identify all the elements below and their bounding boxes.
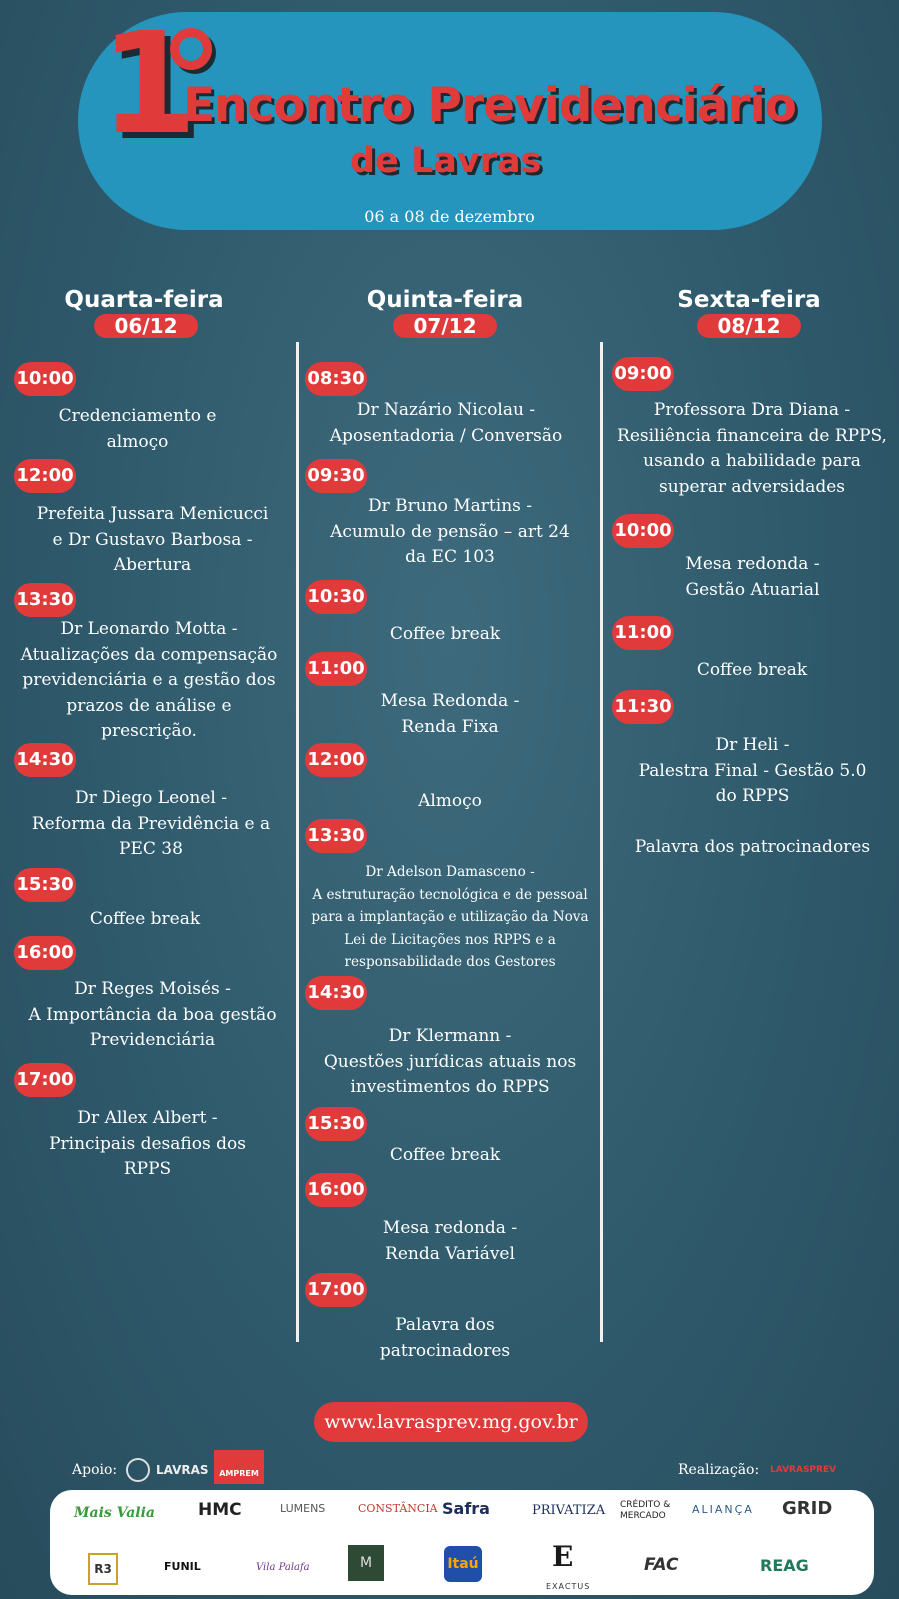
day-date-fri: 08/12 [697, 314, 801, 338]
sponsor-logo: PRIVATIZA [532, 1503, 606, 1518]
sponsor-logo: LUMENS [280, 1502, 326, 1515]
support-label: Apoio: [72, 1462, 118, 1478]
time-badge: 11:00 [305, 652, 367, 686]
time-badge: 09:00 [612, 357, 674, 391]
column-divider [296, 342, 299, 1342]
schedule-item: Dr Reges Moisés - A Importância da boa gestão Previdenciária [28, 979, 277, 1050]
time-badge: 11:30 [612, 690, 674, 724]
time-badge: 11:00 [612, 616, 674, 650]
time-badge: 10:30 [305, 580, 367, 614]
schedule-item: Coffee break [389, 624, 501, 644]
lavrasprev-logo: LAVRASPREV [770, 1465, 837, 1475]
exactus-icon: E [552, 1540, 574, 1573]
schedule-item: Dr Klermann - Questões jurídicas atuais nos investimentos do RPPS [323, 1026, 577, 1097]
sponsor-logo: FUNIL [164, 1560, 201, 1573]
column-divider [600, 342, 603, 1342]
sponsor-logo: R3 [88, 1553, 118, 1585]
sponsor-logo: GRID [782, 1498, 833, 1519]
organizer-label: Realização: [678, 1462, 760, 1478]
event-title-city: de Lavras [350, 141, 542, 181]
time-badge: 12:00 [305, 743, 367, 777]
sponsor-logo: HMC [198, 1500, 242, 1520]
time-badge: 14:30 [305, 976, 367, 1010]
sponsor-logo: ALIANÇA [692, 1503, 754, 1516]
sponsor-logo: EXACTUS [546, 1582, 591, 1591]
schedule-item: Professora Dra Diana - Resiliência financeira de RPPS, usando a habilidade para superar adversidades [617, 400, 887, 497]
lavras-logo: LAVRAS [126, 1458, 209, 1482]
amprem-logo: AMPREM [214, 1450, 264, 1484]
schedule-item: Coffee break [389, 1145, 501, 1165]
schedule-item: Dr Heli - Palestra Final - Gestão 5.0 do RPPS Palavra dos patrocinadores [634, 735, 871, 857]
day-date-thu: 07/12 [393, 314, 497, 338]
time-badge: 17:00 [305, 1273, 367, 1307]
time-badge: 09:30 [305, 459, 367, 493]
time-badge: 13:30 [14, 583, 76, 617]
time-badge: 15:30 [14, 868, 76, 902]
event-dates: 06 a 08 de dezembro [364, 207, 535, 226]
schedule-item: Dr Allex Albert - Principais desafios dos RPPS [49, 1108, 246, 1179]
sponsor-logo: Itaú [444, 1546, 482, 1582]
time-badge: 16:00 [14, 936, 76, 970]
time-badge: 12:00 [14, 459, 76, 493]
day-name-fri: Sexta-feira [677, 287, 821, 313]
sponsor-logo: M [348, 1545, 384, 1581]
edition-number: 1 [100, 3, 194, 166]
time-badge: 10:00 [612, 514, 674, 548]
time-badge: 13:30 [305, 819, 367, 853]
time-badge: 15:30 [305, 1107, 367, 1141]
website-link[interactable]: www.lavrasprev.mg.gov.br [314, 1402, 588, 1442]
sponsor-logo: REAG [760, 1556, 809, 1575]
schedule-item: Coffee break [89, 909, 201, 929]
sponsor-logo: Mais Valia [74, 1505, 155, 1521]
schedule-item: Dr Leonardo Motta - Atualizações da compensação previdenciária e a gestão dos prazos de análise e prescrição. [20, 619, 278, 741]
sponsor-logo: FAC [644, 1555, 679, 1575]
schedule-item: Mesa Redonda - Renda Fixa [380, 691, 520, 737]
sponsor-logo: CRÉDITO & MERCADO [620, 1500, 671, 1521]
schedule-item: Coffee break [696, 660, 808, 680]
time-badge: 16:00 [305, 1173, 367, 1207]
sponsor-logo: CONSTÂNCIA [358, 1502, 438, 1515]
schedule-item: Palavra dos patrocinadores [379, 1315, 511, 1361]
sponsor-logo: Vila Palafa [256, 1562, 310, 1573]
ordinal-indicator [170, 28, 212, 70]
schedule-item: Dr Nazário Nicolau - Aposentadoria / Conversão [329, 400, 563, 446]
schedule-item: Dr Diego Leonel - Reforma da Previdência e a PEC 38 [31, 788, 271, 859]
schedule-item: Almoço [418, 791, 482, 811]
schedule-item: Mesa redonda - Gestão Atuarial [685, 554, 820, 600]
schedule-item: Credenciamento e almoço [58, 406, 217, 452]
time-badge: 17:00 [14, 1063, 76, 1097]
time-badge: 14:30 [14, 743, 76, 777]
day-name-thu: Quinta-feira [366, 287, 524, 313]
schedule-item: Mesa redonda - Renda Variável [382, 1218, 518, 1264]
sponsor-logo: Safra [442, 1499, 490, 1518]
day-name-wed: Quarta-feira [64, 287, 224, 313]
schedule-item: Prefeita Jussara Menicucci e Dr Gustavo Barbosa - Abertura [36, 504, 269, 575]
event-title: Encontro Previdenciário [183, 78, 796, 133]
time-badge: 08:30 [305, 362, 367, 396]
schedule-item: Dr Bruno Martins - Acumulo de pensão – art 24 da EC 103 [330, 496, 570, 567]
time-badge: 10:00 [14, 362, 76, 396]
day-date-wed: 06/12 [94, 314, 198, 338]
schedule-item: Dr Adelson Damasceno - A estruturação tecnológica e de pessoal para a implantação e utilização da Nova Lei de Licitações nos RPPS e a responsabilidade dos Gestores [311, 864, 589, 970]
